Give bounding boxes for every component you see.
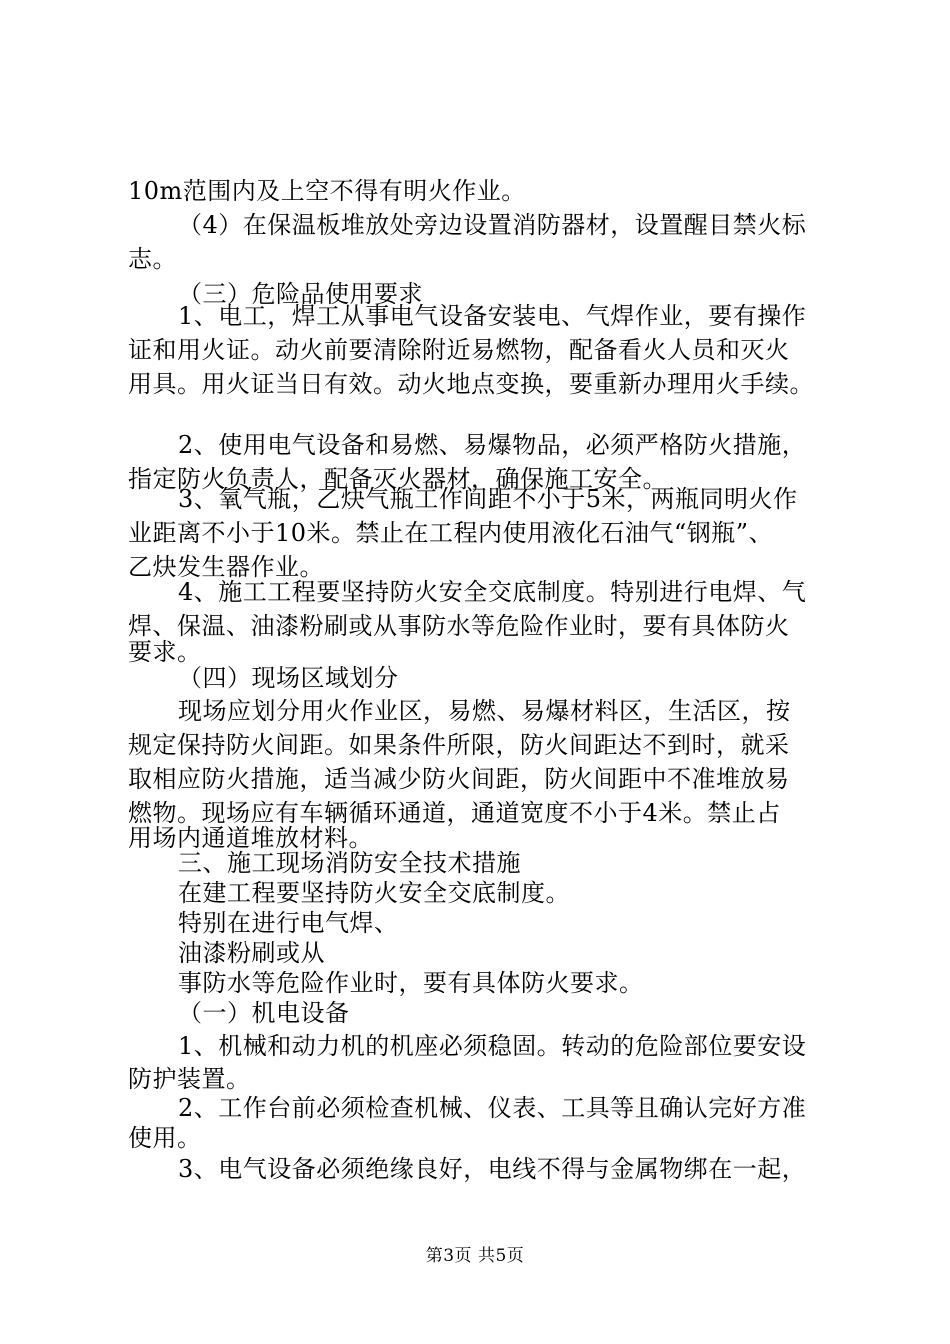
- paragraph-line: 10m范围内及上空不得有明火作业。: [128, 177, 526, 205]
- paragraph-line: 业距离不小于10米。禁止在工程内使用液化石油气“钢瓶”、: [128, 519, 774, 547]
- section-heading: （四）现场区域划分: [178, 664, 399, 692]
- paragraph-line: 4、施工工程要坚持防火安全交底制度。特别进行电焊、气: [178, 578, 807, 606]
- paragraph-line: 指定防火负责人，配备灭火器材，确保施工安全。: [128, 465, 667, 493]
- paragraph-line: 1、电工，焊工从事电气设备安装电、气焊作业，要有操作: [178, 302, 807, 330]
- page-footer: 第3页 共5页: [425, 1246, 525, 1266]
- paragraph-line: 志。: [128, 245, 177, 273]
- paragraph-line: 取相应防火措施，适当减少防火间距，防火间距中不准堆放易: [128, 765, 790, 793]
- paragraph-line: 1、机械和动力机的机座必须稳固。转动的危险部位要安设: [178, 1032, 807, 1060]
- paragraph-line: 2、使用电气设备和易燃、易爆物品，必须严格防火措施，: [178, 431, 807, 459]
- paragraph-line: 要求。: [128, 638, 202, 666]
- section-heading: 三、施工现场消防安全技术措施: [178, 849, 521, 877]
- section-heading: （三）危险品使用要求: [178, 280, 423, 308]
- section-heading: （一）机电设备: [178, 999, 350, 1027]
- paragraph-line: 规定保持防火间距。如果条件所限，防火间距达不到时，就采: [128, 731, 790, 759]
- paragraph-line: 3、氧气瓶，乙炔气瓶工作间距不小于5米，两瓶同明火作: [178, 485, 798, 513]
- paragraph-line: 现场应划分用火作业区，易燃、易爆材料区，生活区，按: [178, 697, 791, 725]
- paragraph-line: 用具。用火证当日有效。动火地点变换，要重新办理用火手续。: [128, 370, 814, 398]
- paragraph-line: 用场内通道堆放材料。: [128, 824, 373, 852]
- paragraph-line: 事防水等危险作业时，要有具体防火要求。: [178, 969, 644, 997]
- paragraph-line: 2、工作台前必须检查机械、仪表、工具等且确认完好方准: [178, 1094, 807, 1122]
- paragraph-line: 防护装置。: [128, 1065, 251, 1093]
- paragraph-line: （4）在保温板堆放处旁边设置消防器材，设置醒目禁火标: [178, 211, 807, 239]
- paragraph-line: 证和用火证。动火前要清除附近易燃物，配备看火人员和灭火: [128, 336, 790, 364]
- paragraph-line: 3、电气设备必须绝缘良好，电线不得与金属物绑在一起，: [178, 1155, 807, 1183]
- paragraph-line: 在建工程要坚持防火安全交底制度。: [178, 879, 570, 907]
- paragraph-line: 燃物。现场应有车辆循环通道，通道宽度不小于4米。禁止占: [128, 799, 781, 827]
- paragraph-line: 特别在进行电气焊、: [178, 909, 399, 937]
- paragraph-line: 使用。: [128, 1124, 202, 1152]
- paragraph-line: 乙炔发生器作业。: [128, 553, 324, 581]
- paragraph-line: 油漆粉刷或从: [178, 939, 325, 967]
- paragraph-line: 焊、保温、油漆粉刷或从事防水等危险作业时，要有具体防火: [128, 612, 790, 640]
